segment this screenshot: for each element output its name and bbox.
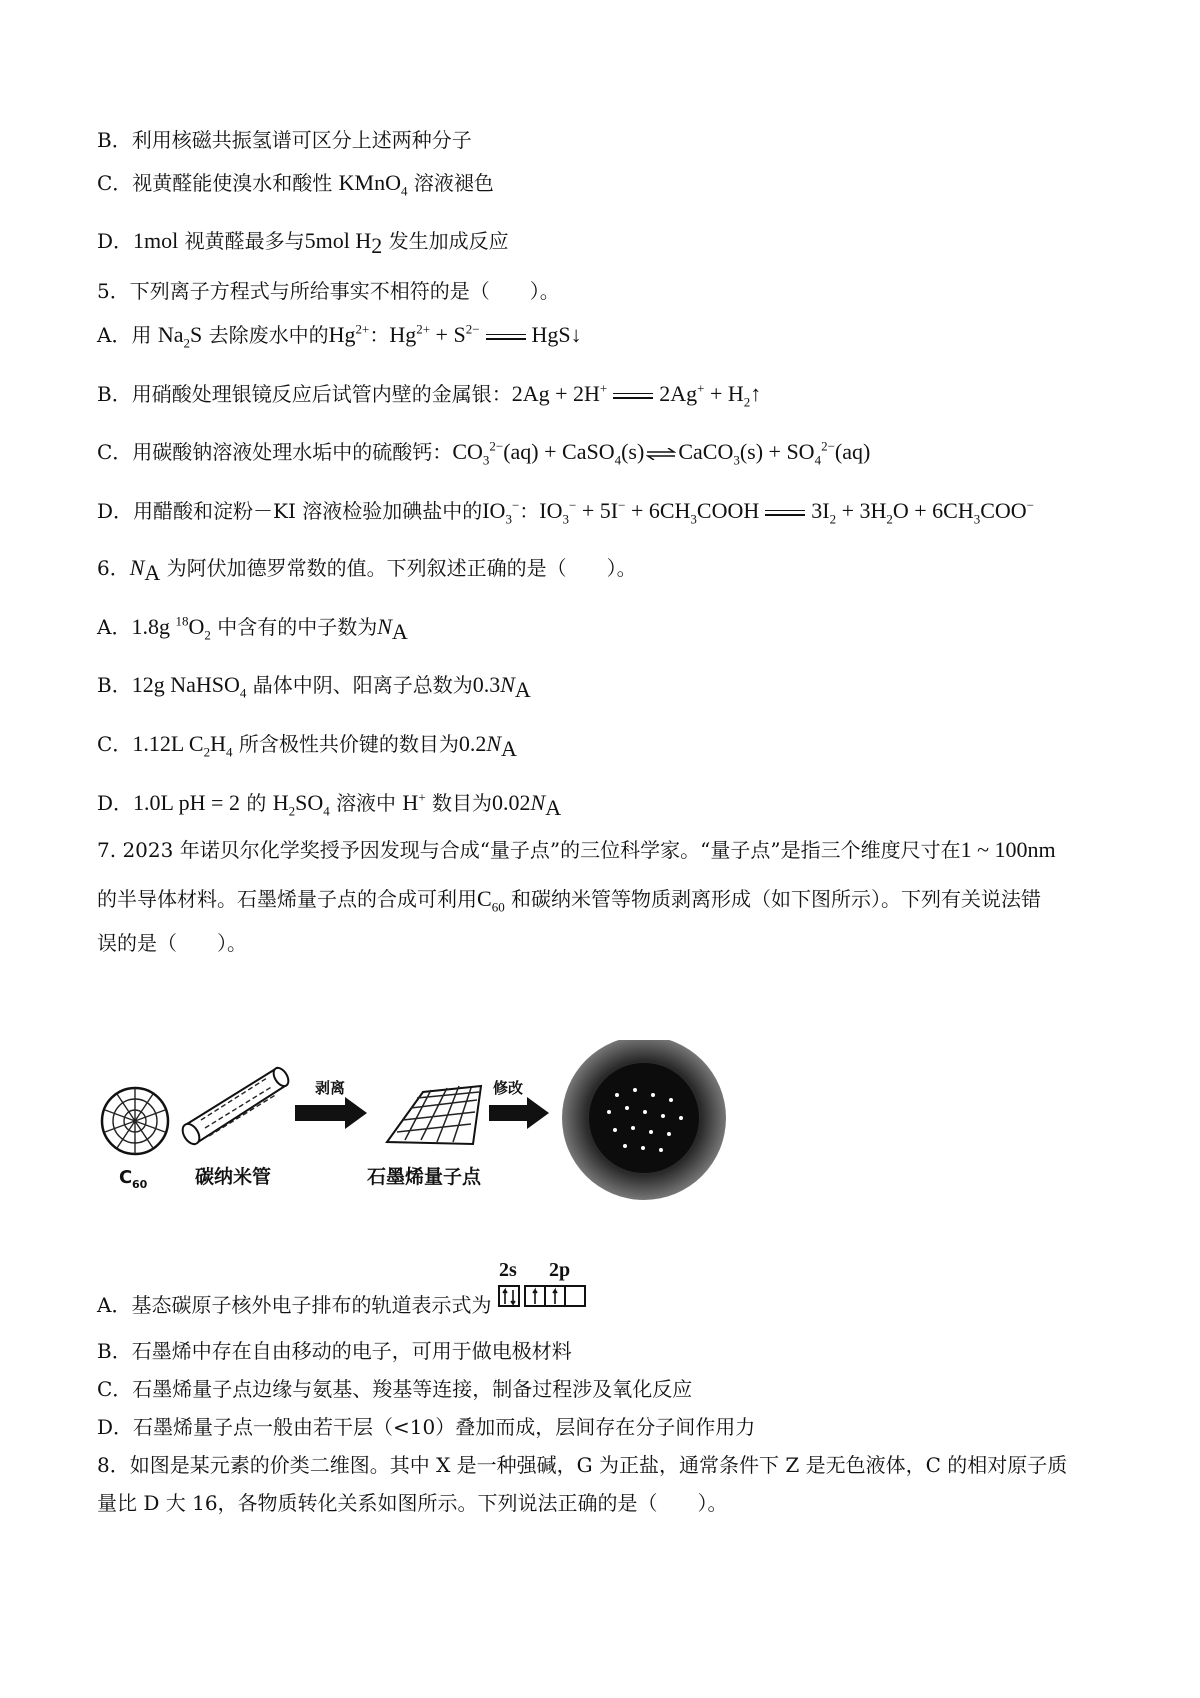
graphene-label: 石墨烯量子点 bbox=[367, 1166, 482, 1188]
q5-stem: 5．下列离子方程式与所给事实不相符的是（ ）。 bbox=[97, 279, 560, 303]
graphene-sheet-image bbox=[387, 1086, 481, 1144]
equals-arrow bbox=[486, 333, 526, 341]
equals-arrow bbox=[613, 392, 653, 400]
q7-option-c: C．石墨烯量子点边缘与氨基、羧基等连接，制备过程涉及氧化反应 bbox=[97, 1377, 693, 1401]
q6-stem: 6．$N_A$ 为阿伏加德罗常数的值。下列叙述正确的是（ ）。 bbox=[97, 555, 637, 585]
q7-stem-line3: 误的是（ ）。 bbox=[97, 931, 247, 955]
q7-stem-line1: 7. 2023 年诺贝尔化学奖授予因发现与合成“量子点”的三位科学家。“量子点”是指三个维度尺寸在1 ~ 100nm bbox=[97, 837, 1056, 862]
orbital-diagram bbox=[497, 1260, 591, 1318]
q7-option-b: B．石墨烯中存在自由移动的电子，可用于做电极材料 bbox=[97, 1339, 572, 1363]
svg-text:2p: 2p bbox=[549, 1260, 571, 1281]
q8-stem-line2: 量比 D 大 16，各物质转化关系如图所示。下列说法正确的是（ ）。 bbox=[97, 1491, 728, 1515]
q6-option-b: B．12g NaHSO$_4$ 晶体中阴、阳离子总数为$0.3N_A$ bbox=[97, 672, 531, 702]
q4-option-b: B．利用核磁共振氢谱可区分上述两种分子 bbox=[97, 128, 472, 152]
q8-stem-line1: 8．如图是某元素的价类二维图。其中 X 是一种强碱，G 为正盐，通常条件下 Z 是无色液体，C 的相对原子质 bbox=[97, 1453, 1068, 1477]
arrow2-label: 修改 bbox=[493, 1079, 524, 1097]
q6-option-c: C．1.12L $C_2H_4$ 所含极性共价键的数目为$0.2N_A$ bbox=[97, 731, 517, 761]
quantum-dot-image bbox=[562, 1040, 726, 1200]
q5-option-b: B．用硝酸处理银镜反应后试管内壁的金属银：2Ag + 2H+ $2Ag^+ + H_2↑$ bbox=[97, 380, 762, 410]
q6-option-a: A．1.8g $^{18}O_2$ 中含有的中子数为$N_A$ bbox=[97, 613, 408, 644]
c60-label-sub: 60 bbox=[132, 1178, 148, 1191]
equilibrium-arrow bbox=[646, 448, 676, 460]
q6-option-d: D．1.0L pH = 2 的 $H_2SO_4$ 溶液中 H+ 数目为$0.02N_A$ bbox=[97, 789, 562, 820]
q7-option-a: A．基态碳原子核外电子排布的轨道表示式为 2s 2p bbox=[97, 1262, 1117, 1320]
arrow1-label: 剥离 bbox=[315, 1079, 346, 1097]
modify-arrow bbox=[489, 1097, 549, 1129]
quantum-dot-figure bbox=[97, 1040, 797, 1238]
nanotube-label: 碳纳米管 bbox=[195, 1166, 272, 1188]
q4-option-d: D．1mol 视黄醛最多与5mol $H_2$ 发生加成反应 bbox=[97, 228, 509, 258]
equals-arrow bbox=[765, 509, 805, 517]
c60-label: C bbox=[119, 1167, 133, 1188]
q7-stem-line2: 的半导体材料。石墨烯量子点的合成可利用$C_{60}$ 和碳纳米管等物质剥离形成（如下图所示）。下列有关说法错 bbox=[97, 886, 1042, 915]
q5-option-c: C．用碳酸钠溶液处理水垢中的硫酸钙：$CO_3^{2-}(aq)$ + CaSO$_4$(s) CaCO$_3$(s) + $SO_4^{2-}(aq)$ bbox=[97, 438, 871, 468]
strip-arrow bbox=[295, 1097, 367, 1129]
q7-option-d: D．石墨烯量子点一般由若干层（<10）叠加而成，层间存在分子间作用力 bbox=[97, 1415, 756, 1439]
c60-image bbox=[102, 1088, 168, 1154]
q4-option-c: C．视黄醛能使溴水和酸性 KMnO$_4$ 溶液褪色 bbox=[97, 170, 494, 199]
q5-option-d: D．用醋酸和淀粉－KI 溶液检验加碘盐中的$IO_3^-$：$IO_3^- + 5I^-$ + $6CH_3COOH$ $3I_2 + 3H_2O + 6CH_3COO^-$ bbox=[97, 497, 1035, 527]
nanotube-image bbox=[179, 1065, 291, 1147]
q5-option-a: A．用 $Na_2S$ 去除废水中的$Hg^{2+}$：$Hg^{2+} + S^{2-}$ HgS↓ bbox=[97, 321, 582, 351]
svg-text:2s: 2s bbox=[499, 1260, 518, 1281]
